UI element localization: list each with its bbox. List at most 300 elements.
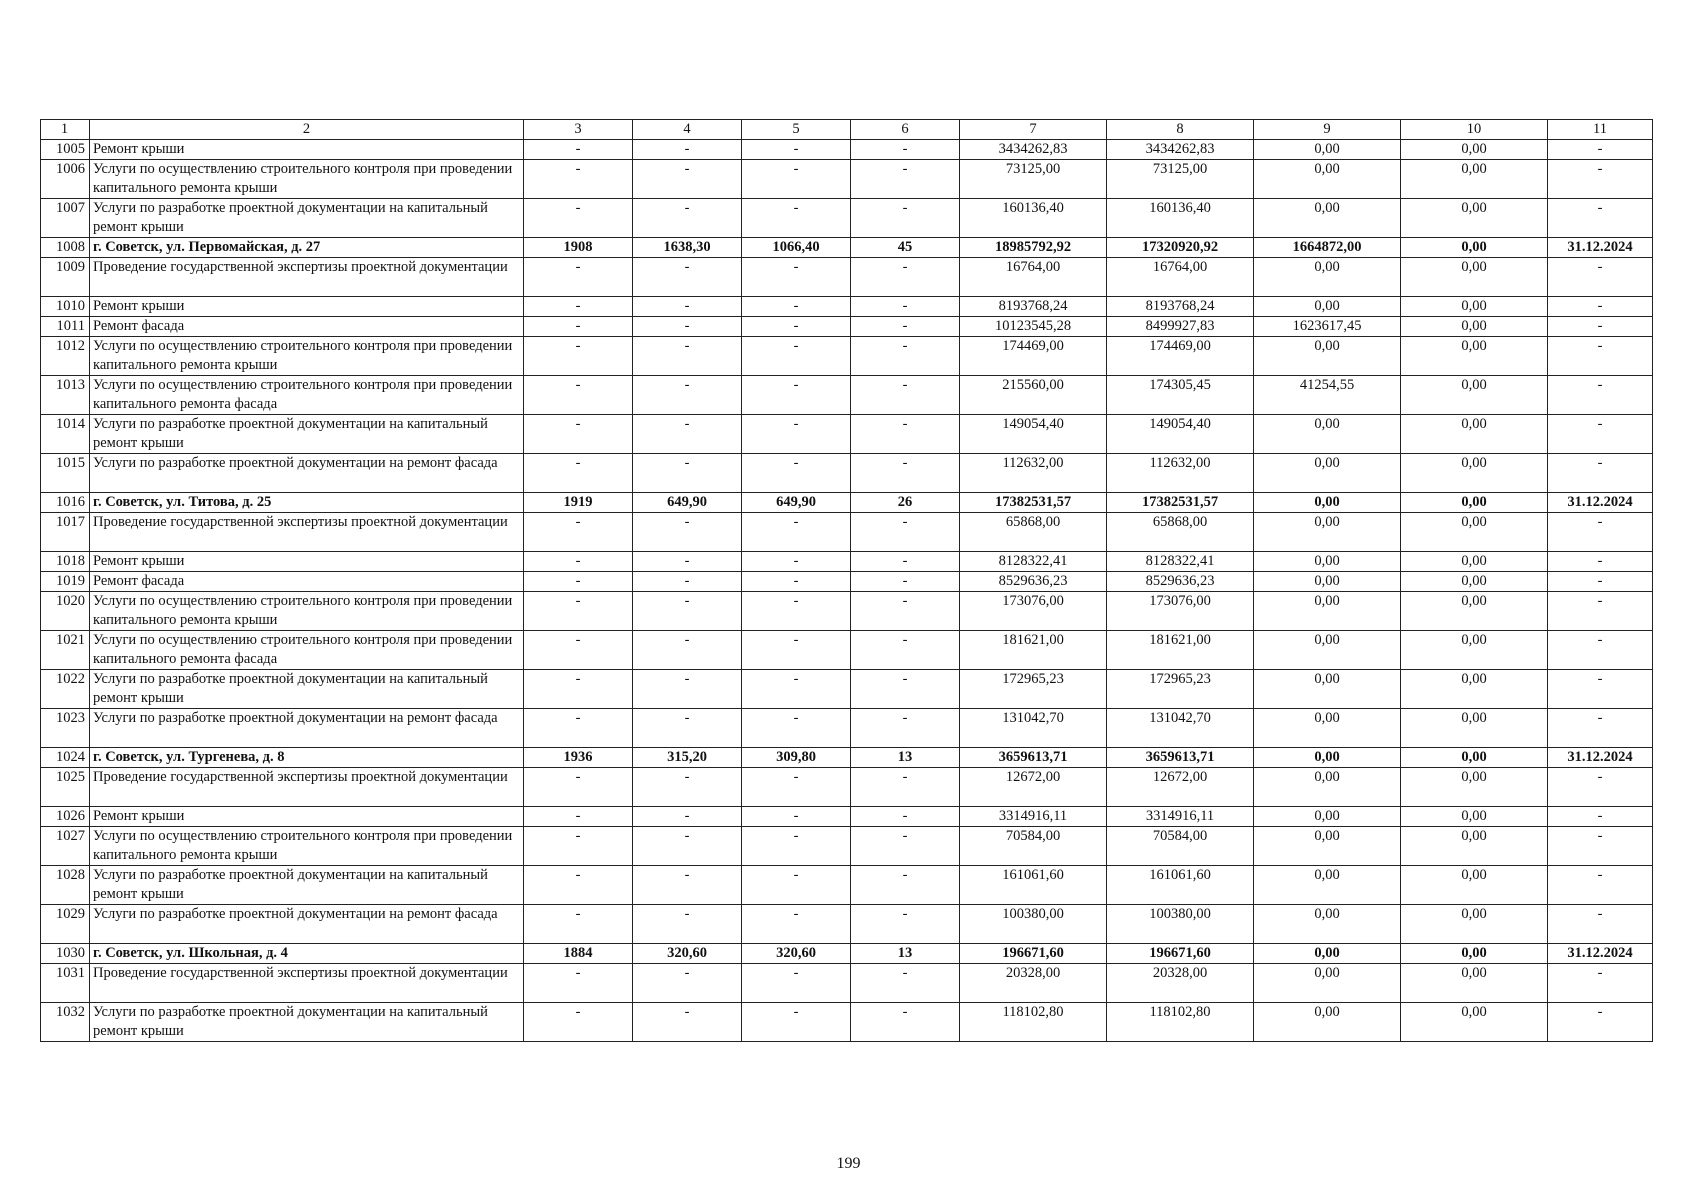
value-cell: - xyxy=(633,670,742,709)
row-number-cell: 1010 xyxy=(41,297,90,317)
value-cell: 0,00 xyxy=(1401,709,1548,748)
value-cell: - xyxy=(633,631,742,670)
value-cell: - xyxy=(1548,513,1653,552)
row-number-cell: 1030 xyxy=(41,944,90,964)
value-cell: - xyxy=(524,572,633,592)
value-cell: - xyxy=(851,513,960,552)
value-cell: - xyxy=(1548,199,1653,238)
value-cell: - xyxy=(851,670,960,709)
value-cell: 0,00 xyxy=(1254,709,1401,748)
value-cell: - xyxy=(742,572,851,592)
work-name-cell: Услуги по разработке проектной документации на капитальный ремонт крыши xyxy=(90,670,524,709)
page-number: 199 xyxy=(836,1155,861,1172)
value-cell: 215560,00 xyxy=(960,376,1107,415)
value-cell: - xyxy=(633,827,742,866)
row-number-cell: 1024 xyxy=(41,748,90,768)
table-row xyxy=(41,552,1653,572)
value-cell: - xyxy=(1548,905,1653,944)
value-cell: 0,00 xyxy=(1254,140,1401,160)
value-cell: - xyxy=(742,709,851,748)
value-cell: - xyxy=(524,592,633,631)
value-cell: 0,00 xyxy=(1254,297,1401,317)
value-cell: 0,00 xyxy=(1401,140,1548,160)
value-cell: 0,00 xyxy=(1401,160,1548,199)
value-cell: - xyxy=(742,866,851,905)
value-cell: - xyxy=(742,297,851,317)
work-name-cell: Ремонт фасада xyxy=(90,317,524,337)
value-cell: 112632,00 xyxy=(960,454,1107,493)
value-cell: 16764,00 xyxy=(960,258,1107,297)
value-cell: 8128322,41 xyxy=(960,552,1107,572)
row-number-cell: 1006 xyxy=(41,160,90,199)
work-name-cell: Ремонт крыши xyxy=(90,552,524,572)
value-cell: - xyxy=(524,866,633,905)
value-cell: - xyxy=(851,552,960,572)
value-cell: 0,00 xyxy=(1254,199,1401,238)
value-cell: 131042,70 xyxy=(1107,709,1254,748)
value-cell: - xyxy=(633,1003,742,1042)
value-cell: 18985792,92 xyxy=(960,238,1107,258)
value-cell: 17382531,57 xyxy=(960,493,1107,513)
value-cell: 31.12.2024 xyxy=(1548,238,1653,258)
value-cell: 0,00 xyxy=(1401,592,1548,631)
value-cell: 8529636,23 xyxy=(960,572,1107,592)
column-header: 8 xyxy=(1107,120,1254,140)
column-header: 2 xyxy=(90,120,524,140)
row-number-cell: 1005 xyxy=(41,140,90,160)
table-row xyxy=(41,592,1653,631)
row-number-cell: 1016 xyxy=(41,493,90,513)
value-cell: - xyxy=(742,1003,851,1042)
work-name-cell: Ремонт фасада xyxy=(90,572,524,592)
value-cell: 8529636,23 xyxy=(1107,572,1254,592)
value-cell: 70584,00 xyxy=(1107,827,1254,866)
table-row xyxy=(41,572,1653,592)
row-number-cell: 1011 xyxy=(41,317,90,337)
value-cell: - xyxy=(851,258,960,297)
value-cell: 0,00 xyxy=(1401,552,1548,572)
value-cell: - xyxy=(524,376,633,415)
value-cell: 20328,00 xyxy=(960,964,1107,1003)
value-cell: - xyxy=(851,376,960,415)
table-body xyxy=(41,120,1653,1042)
value-cell: 1623617,45 xyxy=(1254,317,1401,337)
value-cell: - xyxy=(742,376,851,415)
value-cell: 0,00 xyxy=(1401,258,1548,297)
value-cell: - xyxy=(524,964,633,1003)
value-cell: 31.12.2024 xyxy=(1548,748,1653,768)
column-header: 10 xyxy=(1401,120,1548,140)
row-number-cell: 1019 xyxy=(41,572,90,592)
value-cell: - xyxy=(851,827,960,866)
value-cell: 181621,00 xyxy=(1107,631,1254,670)
value-cell: 13 xyxy=(851,748,960,768)
table-row xyxy=(41,513,1653,552)
value-cell: - xyxy=(524,807,633,827)
value-cell: 0,00 xyxy=(1254,258,1401,297)
address-row xyxy=(41,944,1653,964)
value-cell: - xyxy=(524,415,633,454)
value-cell: - xyxy=(1548,415,1653,454)
table-row xyxy=(41,866,1653,905)
value-cell: 173076,00 xyxy=(1107,592,1254,631)
work-name-cell: Услуги по разработке проектной документации на ремонт фасада xyxy=(90,454,524,493)
work-name-cell: Услуги по осуществлению строительного контроля при проведении капитального ремонта фасада xyxy=(90,376,524,415)
value-cell: 41254,55 xyxy=(1254,376,1401,415)
address-row xyxy=(41,748,1653,768)
value-cell: 118102,80 xyxy=(960,1003,1107,1042)
work-name-cell: Ремонт крыши xyxy=(90,140,524,160)
value-cell: - xyxy=(633,905,742,944)
table-row xyxy=(41,670,1653,709)
row-number-cell: 1022 xyxy=(41,670,90,709)
value-cell: 31.12.2024 xyxy=(1548,944,1653,964)
column-header: 4 xyxy=(633,120,742,140)
work-name-cell: Проведение государственной экспертизы проектной документации xyxy=(90,768,524,807)
column-header: 11 xyxy=(1548,120,1653,140)
value-cell: 0,00 xyxy=(1401,944,1548,964)
value-cell: 0,00 xyxy=(1254,493,1401,513)
work-name-cell: г. Советск, ул. Титова, д. 25 xyxy=(90,493,524,513)
value-cell: - xyxy=(633,768,742,807)
value-cell: 161061,60 xyxy=(960,866,1107,905)
value-cell: 65868,00 xyxy=(1107,513,1254,552)
value-cell: 181621,00 xyxy=(960,631,1107,670)
column-header: 5 xyxy=(742,120,851,140)
value-cell: 0,00 xyxy=(1401,670,1548,709)
value-cell: 0,00 xyxy=(1254,552,1401,572)
work-name-cell: Услуги по осуществлению строительного контроля при проведении капитального ремонта крыши xyxy=(90,592,524,631)
value-cell: - xyxy=(742,454,851,493)
work-name-cell: Проведение государственной экспертизы проектной документации xyxy=(90,258,524,297)
value-cell: 0,00 xyxy=(1401,572,1548,592)
value-cell: - xyxy=(633,140,742,160)
row-number-cell: 1029 xyxy=(41,905,90,944)
value-cell: 0,00 xyxy=(1254,768,1401,807)
column-header: 1 xyxy=(41,120,90,140)
work-name-cell: Ремонт крыши xyxy=(90,807,524,827)
value-cell: - xyxy=(851,905,960,944)
row-number-cell: 1028 xyxy=(41,866,90,905)
value-cell: 17320920,92 xyxy=(1107,238,1254,258)
value-cell: 8499927,83 xyxy=(1107,317,1254,337)
value-cell: - xyxy=(851,592,960,631)
value-cell: - xyxy=(633,415,742,454)
value-cell: 12672,00 xyxy=(1107,768,1254,807)
value-cell: - xyxy=(524,140,633,160)
value-cell: - xyxy=(633,454,742,493)
work-name-cell: Проведение государственной экспертизы проектной документации xyxy=(90,964,524,1003)
value-cell: - xyxy=(742,513,851,552)
column-header: 7 xyxy=(960,120,1107,140)
value-cell: - xyxy=(524,513,633,552)
row-number-cell: 1025 xyxy=(41,768,90,807)
value-cell: - xyxy=(633,199,742,238)
work-name-cell: Услуги по разработке проектной документации на капитальный ремонт крыши xyxy=(90,199,524,238)
table-row xyxy=(41,454,1653,493)
value-cell: 8193768,24 xyxy=(960,297,1107,317)
value-cell: 0,00 xyxy=(1401,376,1548,415)
value-cell: 0,00 xyxy=(1254,572,1401,592)
value-cell: 131042,70 xyxy=(960,709,1107,748)
value-cell: - xyxy=(742,160,851,199)
value-cell: 3434262,83 xyxy=(1107,140,1254,160)
column-header: 3 xyxy=(524,120,633,140)
value-cell: - xyxy=(524,317,633,337)
value-cell: 0,00 xyxy=(1254,454,1401,493)
value-cell: 0,00 xyxy=(1401,905,1548,944)
value-cell: 0,00 xyxy=(1401,827,1548,866)
value-cell: 0,00 xyxy=(1401,631,1548,670)
value-cell: 174305,45 xyxy=(1107,376,1254,415)
work-name-cell: Услуги по разработке проектной документации на капитальный ремонт крыши xyxy=(90,1003,524,1042)
row-number-cell: 1017 xyxy=(41,513,90,552)
value-cell: 1664872,00 xyxy=(1254,238,1401,258)
table-row xyxy=(41,160,1653,199)
value-cell: - xyxy=(742,140,851,160)
value-cell: - xyxy=(742,631,851,670)
value-cell: - xyxy=(524,905,633,944)
value-cell: 0,00 xyxy=(1401,513,1548,552)
row-number-cell: 1009 xyxy=(41,258,90,297)
value-cell: - xyxy=(1548,592,1653,631)
value-cell: 45 xyxy=(851,238,960,258)
value-cell: - xyxy=(742,317,851,337)
value-cell: - xyxy=(1548,670,1653,709)
work-name-cell: Услуги по разработке проектной документации на капитальный ремонт крыши xyxy=(90,866,524,905)
value-cell: - xyxy=(633,258,742,297)
value-cell: 1919 xyxy=(524,493,633,513)
value-cell: - xyxy=(1548,376,1653,415)
value-cell: 196671,60 xyxy=(960,944,1107,964)
work-name-cell: г. Советск, ул. Первомайская, д. 27 xyxy=(90,238,524,258)
value-cell: - xyxy=(524,552,633,572)
work-name-cell: Услуги по осуществлению строительного контроля при проведении капитального ремонта крыши xyxy=(90,160,524,199)
value-cell: - xyxy=(1548,866,1653,905)
value-cell: - xyxy=(633,160,742,199)
value-cell: - xyxy=(633,807,742,827)
value-cell: - xyxy=(742,552,851,572)
value-cell: - xyxy=(524,631,633,670)
value-cell: - xyxy=(633,592,742,631)
value-cell: 0,00 xyxy=(1254,160,1401,199)
value-cell: 149054,40 xyxy=(1107,415,1254,454)
value-cell: - xyxy=(851,317,960,337)
value-cell: - xyxy=(851,807,960,827)
value-cell: - xyxy=(1548,297,1653,317)
value-cell: 118102,80 xyxy=(1107,1003,1254,1042)
value-cell: - xyxy=(851,297,960,317)
value-cell: 16764,00 xyxy=(1107,258,1254,297)
value-cell: - xyxy=(851,768,960,807)
work-name-cell: Услуги по осуществлению строительного контроля при проведении капитального ремонта крыши xyxy=(90,337,524,376)
table-row xyxy=(41,199,1653,238)
value-cell: - xyxy=(633,376,742,415)
table-header-row xyxy=(41,120,1653,140)
value-cell: - xyxy=(1548,140,1653,160)
value-cell: - xyxy=(1548,1003,1653,1042)
value-cell: 0,00 xyxy=(1401,454,1548,493)
value-cell: - xyxy=(851,631,960,670)
value-cell: - xyxy=(1548,258,1653,297)
row-number-cell: 1023 xyxy=(41,709,90,748)
value-cell: 0,00 xyxy=(1401,337,1548,376)
address-row xyxy=(41,238,1653,258)
value-cell: - xyxy=(851,1003,960,1042)
row-number-cell: 1020 xyxy=(41,592,90,631)
value-cell: 1936 xyxy=(524,748,633,768)
work-name-cell: Услуги по разработке проектной документации на ремонт фасада xyxy=(90,905,524,944)
table-row xyxy=(41,258,1653,297)
value-cell: 3314916,11 xyxy=(960,807,1107,827)
value-cell: 315,20 xyxy=(633,748,742,768)
value-cell: - xyxy=(742,199,851,238)
value-cell: 196671,60 xyxy=(1107,944,1254,964)
value-cell: - xyxy=(742,337,851,376)
value-cell: 112632,00 xyxy=(1107,454,1254,493)
work-name-cell: Услуги по разработке проектной документации на ремонт фасада xyxy=(90,709,524,748)
value-cell: 31.12.2024 xyxy=(1548,493,1653,513)
value-cell: 320,60 xyxy=(633,944,742,964)
value-cell: - xyxy=(851,199,960,238)
value-cell: - xyxy=(1548,631,1653,670)
work-name-cell: г. Советск, ул. Тургенева, д. 8 xyxy=(90,748,524,768)
value-cell: 0,00 xyxy=(1401,1003,1548,1042)
value-cell: - xyxy=(524,454,633,493)
value-cell: - xyxy=(851,964,960,1003)
value-cell: 10123545,28 xyxy=(960,317,1107,337)
value-cell: - xyxy=(524,670,633,709)
value-cell: 70584,00 xyxy=(960,827,1107,866)
value-cell: - xyxy=(1548,317,1653,337)
value-cell: 65868,00 xyxy=(960,513,1107,552)
row-number-cell: 1027 xyxy=(41,827,90,866)
value-cell: - xyxy=(1548,552,1653,572)
value-cell: - xyxy=(742,827,851,866)
value-cell: 173076,00 xyxy=(960,592,1107,631)
value-cell: - xyxy=(1548,454,1653,493)
value-cell: - xyxy=(1548,572,1653,592)
value-cell: 172965,23 xyxy=(1107,670,1254,709)
work-name-cell: Услуги по осуществлению строительного контроля при проведении капитального ремонта фасада xyxy=(90,631,524,670)
value-cell: - xyxy=(1548,964,1653,1003)
row-number-cell: 1021 xyxy=(41,631,90,670)
work-name-cell: Услуги по осуществлению строительного контроля при проведении капитального ремонта крыши xyxy=(90,827,524,866)
table-row xyxy=(41,631,1653,670)
value-cell: 13 xyxy=(851,944,960,964)
table-row xyxy=(41,1003,1653,1042)
value-cell: 0,00 xyxy=(1254,337,1401,376)
row-number-cell: 1018 xyxy=(41,552,90,572)
value-cell: 161061,60 xyxy=(1107,866,1254,905)
value-cell: - xyxy=(742,258,851,297)
value-cell: - xyxy=(851,866,960,905)
table-row xyxy=(41,905,1653,944)
table-row xyxy=(41,827,1653,866)
value-cell: 3659613,71 xyxy=(1107,748,1254,768)
value-cell: 0,00 xyxy=(1254,670,1401,709)
value-cell: 0,00 xyxy=(1254,415,1401,454)
value-cell: - xyxy=(1548,337,1653,376)
row-number-cell: 1012 xyxy=(41,337,90,376)
value-cell: - xyxy=(633,513,742,552)
value-cell: 0,00 xyxy=(1401,317,1548,337)
value-cell: - xyxy=(851,160,960,199)
value-cell: 3434262,83 xyxy=(960,140,1107,160)
table-row xyxy=(41,415,1653,454)
row-number-cell: 1008 xyxy=(41,238,90,258)
value-cell: - xyxy=(524,768,633,807)
table-row xyxy=(41,768,1653,807)
value-cell: 174469,00 xyxy=(1107,337,1254,376)
table-row xyxy=(41,317,1653,337)
value-cell: 0,00 xyxy=(1401,238,1548,258)
value-cell: 8128322,41 xyxy=(1107,552,1254,572)
value-cell: 0,00 xyxy=(1401,964,1548,1003)
value-cell: - xyxy=(1548,160,1653,199)
value-cell: - xyxy=(524,160,633,199)
table-row xyxy=(41,337,1653,376)
value-cell: 0,00 xyxy=(1254,866,1401,905)
value-cell: 174469,00 xyxy=(960,337,1107,376)
value-cell: - xyxy=(524,709,633,748)
value-cell: 0,00 xyxy=(1254,827,1401,866)
value-cell: - xyxy=(633,297,742,317)
value-cell: - xyxy=(524,1003,633,1042)
value-cell: 12672,00 xyxy=(960,768,1107,807)
value-cell: - xyxy=(851,140,960,160)
value-cell: - xyxy=(742,768,851,807)
value-cell: 0,00 xyxy=(1254,592,1401,631)
value-cell: 26 xyxy=(851,493,960,513)
value-cell: 3314916,11 xyxy=(1107,807,1254,827)
value-cell: 0,00 xyxy=(1401,415,1548,454)
work-name-cell: г. Советск, ул. Школьная, д. 4 xyxy=(90,944,524,964)
value-cell: - xyxy=(524,297,633,317)
value-cell: 73125,00 xyxy=(960,160,1107,199)
address-row xyxy=(41,493,1653,513)
value-cell: 20328,00 xyxy=(1107,964,1254,1003)
value-cell: 0,00 xyxy=(1254,513,1401,552)
value-cell: - xyxy=(742,905,851,944)
value-cell: 73125,00 xyxy=(1107,160,1254,199)
value-cell: - xyxy=(524,258,633,297)
value-cell: 0,00 xyxy=(1401,866,1548,905)
value-cell: 320,60 xyxy=(742,944,851,964)
value-cell: 160136,40 xyxy=(960,199,1107,238)
value-cell: - xyxy=(1548,827,1653,866)
value-cell: - xyxy=(742,670,851,709)
value-cell: - xyxy=(633,317,742,337)
row-number-cell: 1007 xyxy=(41,199,90,238)
value-cell: 100380,00 xyxy=(960,905,1107,944)
row-number-cell: 1015 xyxy=(41,454,90,493)
value-cell: - xyxy=(633,572,742,592)
value-cell: - xyxy=(851,572,960,592)
table-row xyxy=(41,807,1653,827)
value-cell: - xyxy=(633,709,742,748)
value-cell: 1884 xyxy=(524,944,633,964)
value-cell: 0,00 xyxy=(1254,748,1401,768)
value-cell: 309,80 xyxy=(742,748,851,768)
work-name-cell: Услуги по разработке проектной документации на капитальный ремонт крыши xyxy=(90,415,524,454)
value-cell: 172965,23 xyxy=(960,670,1107,709)
row-number-cell: 1031 xyxy=(41,964,90,1003)
value-cell: 0,00 xyxy=(1401,493,1548,513)
value-cell: - xyxy=(633,337,742,376)
value-cell: 0,00 xyxy=(1401,807,1548,827)
value-cell: - xyxy=(851,337,960,376)
